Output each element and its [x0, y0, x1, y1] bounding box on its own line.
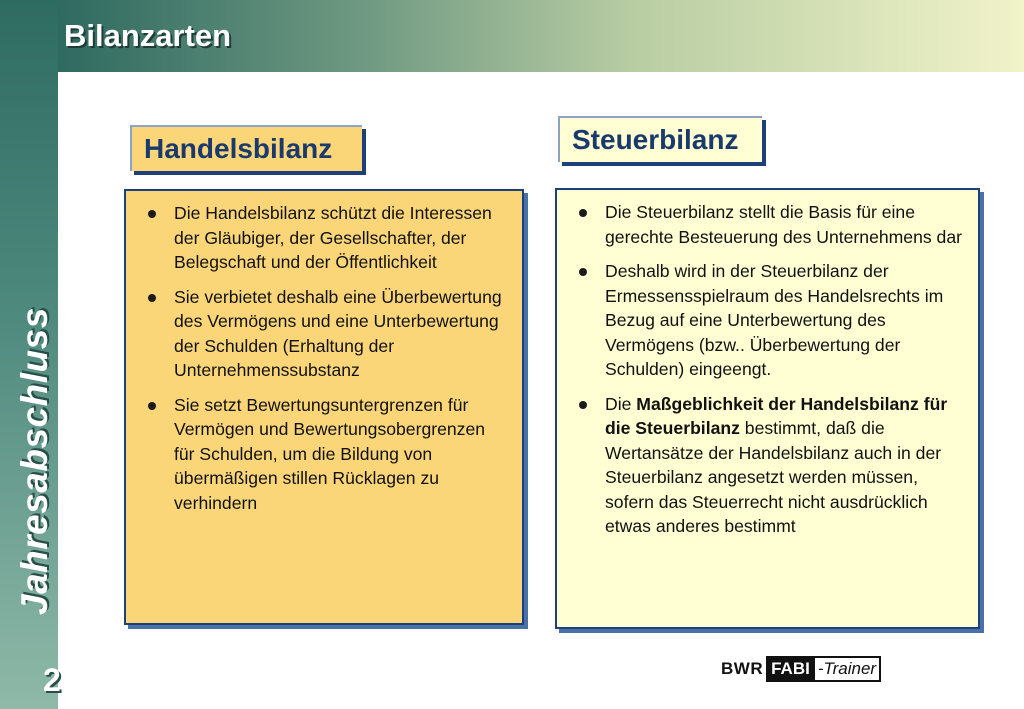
bullet-text-suffix: bestimmt, daß die Wertansätze der Handelsbilanz auch in der Steuerbilanz angesetzt werden müssen, sofern das Steuerrecht nicht ausdrücklich etwas anderes bestimmt: [605, 418, 942, 536]
bullet-text-bold: Maßgeblichkeit der Handelsbilanz für die Steuerbilanz: [605, 393, 948, 438]
handelsbilanz-panel: [124, 189, 524, 625]
bullet-icon: [579, 268, 587, 276]
bullet-text: Die Steuerbilanz stellt die Basis für eine gerechte Besteuerung des Unternehmens dar: [605, 202, 962, 247]
brand-fabi: FABI: [766, 656, 813, 682]
sidebar: [0, 0, 61, 709]
list-item: [140, 393, 508, 516]
bullet-icon: [148, 402, 156, 410]
sidebar-title: Jahresabschluss: [14, 307, 55, 615]
list-item: [571, 259, 964, 382]
list-item: [571, 392, 964, 539]
steuerbilanz-label: Steuerbilanz: [558, 116, 762, 162]
steuerbilanz-bullet-list: [571, 200, 964, 539]
bullet-text: Deshalb wird in der Steuerbilanz der Ermessensspielraum des Handelsrechts im Bezug auf eine Unterbewertung des Vermögens (bzw.. Überbewertung der Schulden) eingeengt.: [605, 261, 944, 379]
list-item: [140, 201, 508, 275]
bullet-icon: [579, 209, 587, 217]
page-title: Bilanzarten: [64, 18, 232, 53]
list-item: [571, 200, 964, 249]
brand-trainer: -Trainer: [813, 656, 881, 682]
list-item: [140, 285, 508, 383]
bullet-icon: [148, 294, 156, 302]
page-number: 2: [43, 662, 61, 698]
bullet-icon: [148, 210, 156, 218]
bullet-text: Die Handelsbilanz schützt die Interessen der Gläubiger, der Gesellschafter, der Belegschaft und der Öffentlichkeit: [174, 203, 492, 272]
brand-logo: [717, 656, 881, 682]
bullet-text-prefix: Die: [605, 393, 637, 414]
bullet-text: Sie setzt Bewertungsuntergrenzen für Vermögen und Bewertungsobergrenzen für Schulden, um die Bildung von übermäßigen stillen Rücklagen zu verhindern: [174, 394, 486, 513]
handelsbilanz-label: Handelsbilanz: [130, 125, 362, 171]
steuerbilanz-panel: [555, 188, 980, 629]
brand-bwr: BWR: [721, 659, 764, 678]
bullet-text: Sie verbietet deshalb eine Überbewertung des Vermögens und eine Unterbewertung der Schulden (Erhaltung der Unternehmenssubstanz: [174, 286, 502, 380]
handelsbilanz-bullet-list: [140, 201, 508, 515]
bullet-icon: [579, 401, 587, 409]
